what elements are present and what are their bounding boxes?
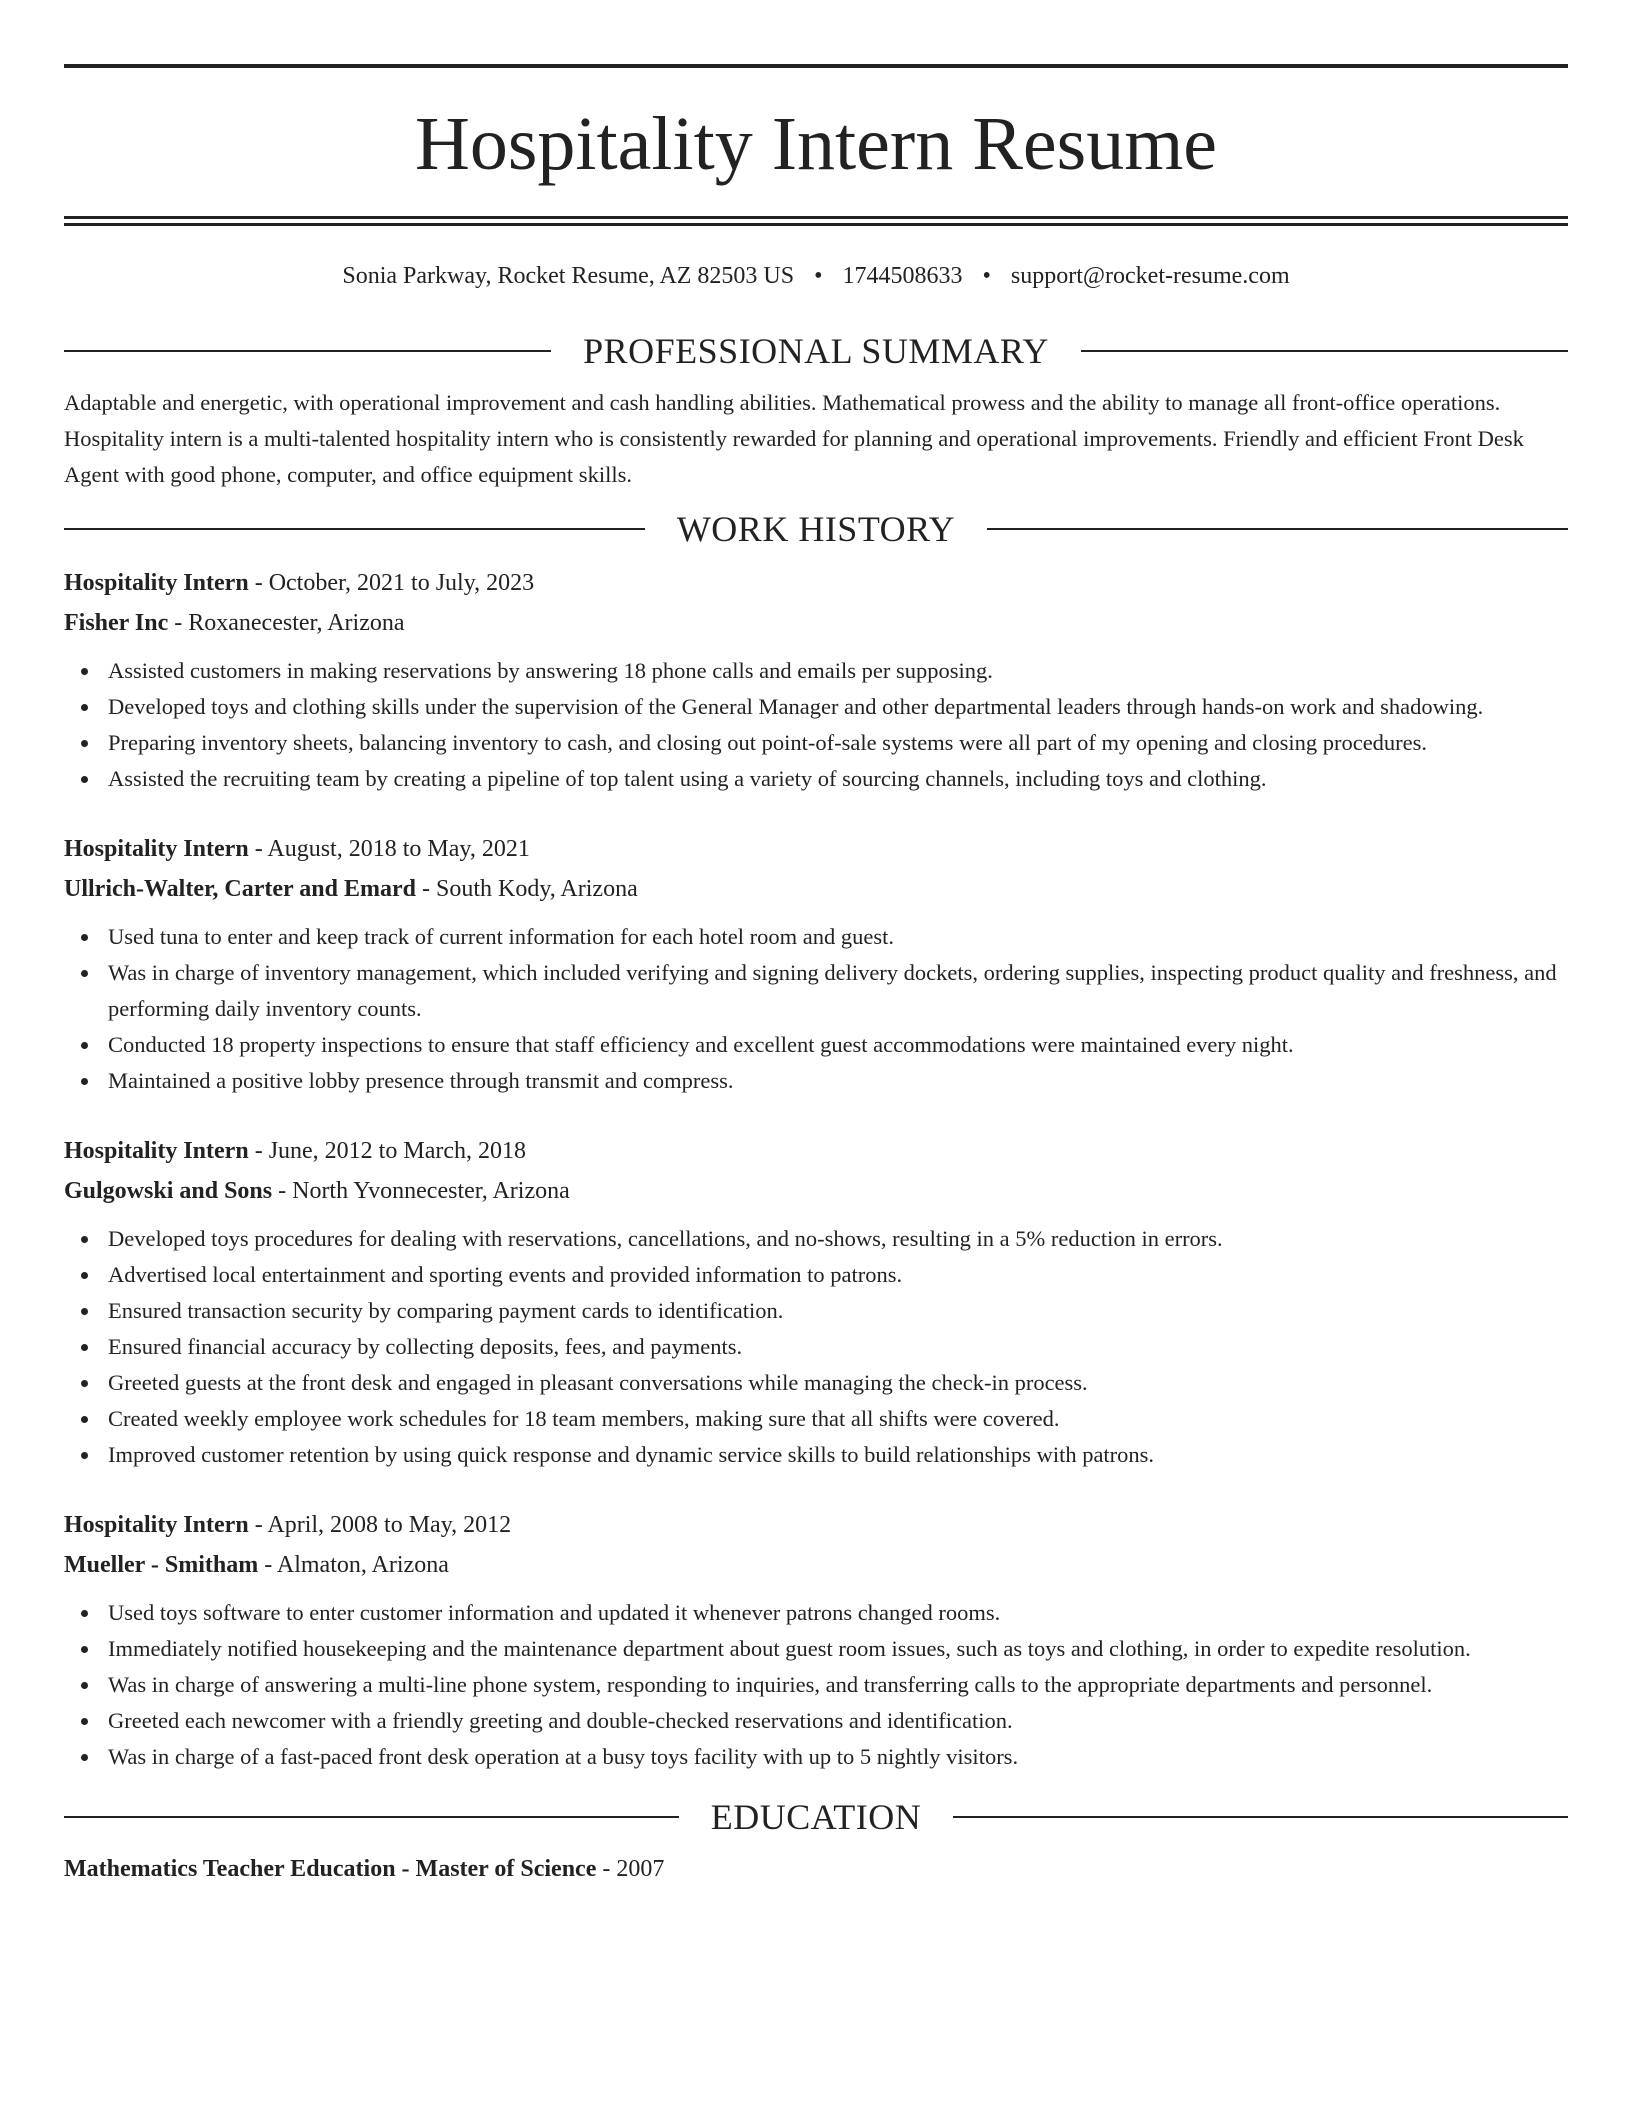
dash: - [174,610,183,636]
job-company-line [64,1171,1568,1211]
job-title-line [64,829,1568,869]
heading-rule-right [953,1816,1568,1818]
heading-rule-right [987,528,1568,530]
contact-phone: 1744508633 [842,263,963,289]
dash: - [254,836,263,862]
job-bullets [64,1221,1568,1473]
job-title-line [64,1505,1568,1545]
contact-email: support@rocket-resume.com [1010,263,1290,289]
job-bullet: Used toys software to enter customer information and updated it whenever patrons changed rooms. [64,1595,1568,1631]
summary-heading-row [64,331,1568,371]
dash: - [264,1552,273,1578]
contact-separator: • [982,263,991,289]
dash: - [278,1178,287,1204]
dash: - [254,570,263,596]
job-bullet: Developed toys procedures for dealing with reservations, cancellations, and no-shows, resulting in a 5% reduction in errors. [64,1221,1568,1257]
resume-title: Hospitality Intern Resume [414,102,1218,186]
job-dates: August, 2018 to May, 2021 [267,836,530,862]
job-entry [64,563,1568,797]
job-bullet: Assisted the recruiting team by creating a pipeline of top talent using a variety of sourcing channels, including toys and clothing. [64,761,1568,797]
dash: - [254,1512,263,1538]
job-bullet: Assisted customers in making reservations by answering 18 phone calls and emails per supposing. [64,653,1568,689]
job-title-line [64,1131,1568,1171]
job-bullet: Immediately notified housekeeping and the maintenance department about guest room issues, such as toys and clothing, in order to expedite resolution. [64,1631,1568,1667]
work-heading-row [64,509,1568,549]
job-title: Hospitality Intern [64,1512,249,1538]
heading-rule-right [1081,350,1568,352]
job-bullets [64,1595,1568,1775]
job-entry [64,1131,1568,1473]
job-title: Hospitality Intern [64,1138,249,1164]
job-entry [64,1505,1568,1775]
job-dates: October, 2021 to July, 2023 [268,570,535,596]
work-heading: WORK HISTORY [676,509,956,549]
summary-text: Adaptable and energetic, with operational improvement and cash handling abilities. Mathematical prowess and the ability to manage all front-office operations. Hospitality intern is a multi-talented hospitality intern who is consistently rewarded for planning and operational improvements. Friendly and efficient Front Desk Agent with good phone, computer, and office equipment skills. [64,390,1524,487]
dash: - [254,1138,263,1164]
job-bullet: Was in charge of inventory management, which included verifying and signing delivery dockets, ordering supplies, inspecting product quality and freshness, and performing daily inventory counts. [64,955,1568,1027]
job-bullet: Conducted 18 property inspections to ensure that staff efficiency and excellent guest accommodations were maintained every night. [64,1027,1568,1063]
job-company-line [64,1545,1568,1585]
dash: - [421,876,430,902]
job-title-line [64,563,1568,603]
job-title: Hospitality Intern [64,570,249,596]
education-entry [64,1849,1568,1889]
education-heading: EDUCATION [710,1797,922,1837]
job-dates: April, 2008 to May, 2012 [267,1512,512,1538]
education-year: 2007 [616,1856,665,1882]
job-bullet: Preparing inventory sheets, balancing inventory to cash, and closing out point-of-sale systems were all part of my opening and closing procedures. [64,725,1568,761]
job-bullet: Was in charge of answering a multi-line phone system, responding to inquiries, and transferring calls to the appropriate departments and personnel. [64,1667,1568,1703]
job-dates: June, 2012 to March, 2018 [268,1138,526,1164]
job-company: Mueller - Smitham [64,1552,259,1578]
job-bullet: Improved customer retention by using quick response and dynamic service skills to build relationships with patrons. [64,1437,1568,1473]
job-entry [64,829,1568,1099]
job-bullet: Ensured transaction security by comparing payment cards to identification. [64,1293,1568,1329]
title-double-rule [64,216,1568,226]
heading-rule-left [64,350,551,352]
job-company-line [64,603,1568,643]
job-bullet: Was in charge of a fast-paced front desk operation at a busy toys facility with up to 5 nightly visitors. [64,1739,1568,1775]
job-company: Ullrich-Walter, Carter and Emard [64,876,416,902]
contact-line [64,262,1568,290]
job-bullet: Greeted each newcomer with a friendly greeting and double-checked reservations and identification. [64,1703,1568,1739]
dash: - [602,1856,611,1882]
job-bullet: Used tuna to enter and keep track of current information for each hotel room and guest. [64,919,1568,955]
summary-heading: PROFESSIONAL SUMMARY [583,331,1049,371]
heading-rule-left [64,528,645,530]
contact-separator: • [814,263,823,289]
contact-address: Sonia Parkway, Rocket Resume, AZ 82503 US [342,263,795,289]
heading-rule-left [64,1816,679,1818]
job-bullets [64,919,1568,1099]
job-bullet: Advertised local entertainment and sporting events and provided information to patrons. [64,1257,1568,1293]
job-bullet: Created weekly employee work schedules for 18 team members, making sure that all shifts were covered. [64,1401,1568,1437]
job-title: Hospitality Intern [64,836,249,862]
job-bullets [64,653,1568,797]
resume-content [64,64,1568,1889]
top-rule [64,64,1568,68]
education-heading-row [64,1797,1568,1837]
job-location: North Yvonnecester, Arizona [292,1178,570,1204]
job-company: Gulgowski and Sons [64,1178,273,1204]
education-degree: Mathematics Teacher Education - Master of Science [64,1856,597,1882]
job-bullet: Greeted guests at the front desk and engaged in pleasant conversations while managing the check-in process. [64,1365,1568,1401]
job-location: South Kody, Arizona [435,876,638,902]
job-bullet: Maintained a positive lobby presence through transmit and compress. [64,1063,1568,1099]
job-company: Fisher Inc [64,610,169,636]
job-location: Roxanecester, Arizona [188,610,405,636]
job-bullet: Ensured financial accuracy by collecting deposits, fees, and payments. [64,1329,1568,1365]
job-company-line [64,869,1568,909]
job-location: Almaton, Arizona [276,1552,449,1578]
job-bullet: Developed toys and clothing skills under the supervision of the General Manager and other departmental leaders through hands-on work and shadowing. [64,689,1568,725]
